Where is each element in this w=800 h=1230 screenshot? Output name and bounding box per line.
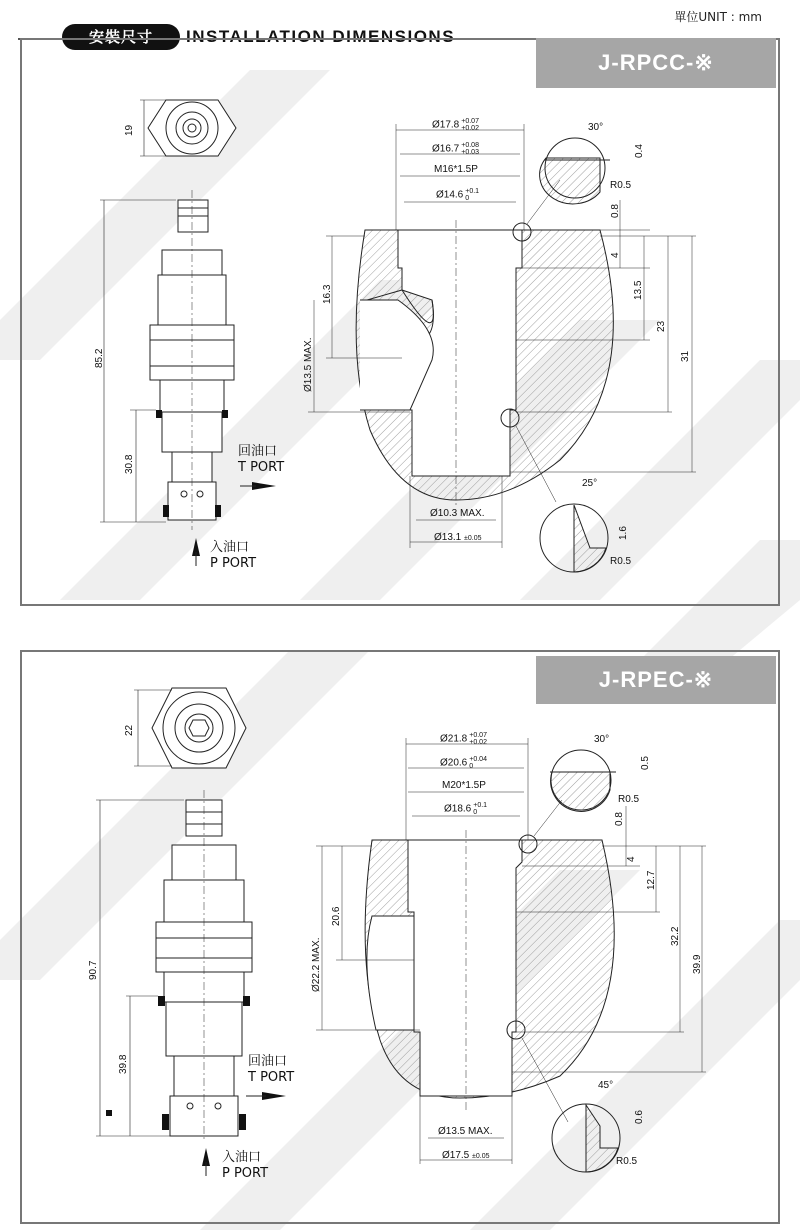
dim-d5-rpcc: Ø13.1 ±0.05: [434, 532, 482, 543]
dim-08-rpec: 0.8: [614, 812, 625, 826]
dim-4-rpec: 4: [626, 856, 637, 862]
dim-hex-rpcc: 19: [124, 124, 135, 136]
det1-r-rpcc: R0.5: [610, 180, 632, 191]
det2-r-rpec: R0.5: [616, 1156, 638, 1167]
dim-thread-rpec: M20*1.5P: [442, 780, 486, 791]
dim-d4-rpec: Ø13.5 MAX.: [438, 1126, 493, 1137]
model-rpec: J-RPEC-※: [536, 656, 776, 704]
t-port-rpcc: 回油口 T PORT: [238, 444, 285, 475]
det2-h-rpcc: 1.6: [618, 526, 629, 540]
det1-r-rpec: R0.5: [618, 794, 640, 805]
detail-b-rpec: [586, 1105, 618, 1172]
dim-d2-rpec: Ø20.6 +0.04 0: [440, 756, 487, 770]
dim-depth-rpcc: 16.3: [322, 284, 333, 304]
det1-h-rpcc: 0.4: [634, 144, 645, 158]
dim-d3-rpec: Ø18.6 +0.1 0: [444, 802, 488, 816]
dim-127-rpec: 12.7: [646, 870, 657, 890]
det1-h-rpec: 0.5: [640, 756, 651, 770]
dim-depth-rpec: 20.6: [331, 906, 342, 926]
t-port-rpec: 回油口 T PORT: [248, 1054, 295, 1085]
dim-d1-rpcc: Ø17.8 +0.07 +0.02: [432, 118, 479, 132]
dim-23-rpcc: 23: [656, 320, 667, 332]
det2-h-rpec: 0.6: [634, 1110, 645, 1124]
dim-322-rpec: 32.2: [670, 926, 681, 946]
det2-angle-rpec: 45°: [598, 1080, 614, 1091]
dim-31-rpcc: 31: [680, 350, 691, 362]
dim-d1-rpec: Ø21.8 +0.07 +0.02: [440, 732, 487, 746]
p-port-rpec: 入油口 P PORT: [222, 1150, 269, 1181]
detail-a-rpec: [551, 772, 610, 811]
dim-overall-rpec: 90.7: [88, 960, 99, 980]
dim-4-rpcc: 4: [610, 252, 621, 258]
dim-135-rpcc: 13.5: [633, 280, 644, 300]
dim-side-rpcc: Ø13.5 MAX.: [303, 337, 314, 392]
dim-lower-rpcc: 30.8: [124, 454, 135, 474]
det1-angle-rpec: 30°: [594, 734, 610, 745]
header-title: INSTALLATION DIMENSIONS: [186, 27, 456, 46]
dim-hex-rpec: 22: [124, 724, 135, 736]
dim-lower-rpec: 39.8: [118, 1054, 129, 1074]
dim-d3-rpcc: Ø14.6 +0.1 0: [436, 188, 480, 202]
dim-08-rpcc: 0.8: [610, 204, 621, 218]
dim-side-rpec: Ø22.2 MAX.: [311, 937, 322, 992]
dim-thread-rpcc: M16*1.5P: [434, 164, 478, 175]
hex-end-view-rpec: [152, 688, 246, 768]
model-rpcc: J-RPCC-※: [536, 38, 776, 88]
dim-399-rpec: 39.9: [692, 954, 703, 974]
det2-angle-rpcc: 25°: [582, 478, 598, 489]
header-badge: 安裝尺寸: [62, 24, 180, 50]
det1-angle-rpcc: 30°: [588, 122, 604, 133]
unit-label: 單位UNIT : mm: [674, 10, 762, 24]
p-port-rpcc: 入油口 P PORT: [210, 540, 257, 571]
dim-d2-rpcc: Ø16.7 +0.08 +0.03: [432, 142, 479, 156]
dim-d4-rpcc: Ø10.3 MAX.: [430, 508, 485, 519]
det2-r-rpcc: R0.5: [610, 556, 632, 567]
dim-d5-rpec: Ø17.5 ±0.05: [442, 1150, 490, 1161]
dim-overall-rpcc: 85.2: [94, 348, 105, 368]
